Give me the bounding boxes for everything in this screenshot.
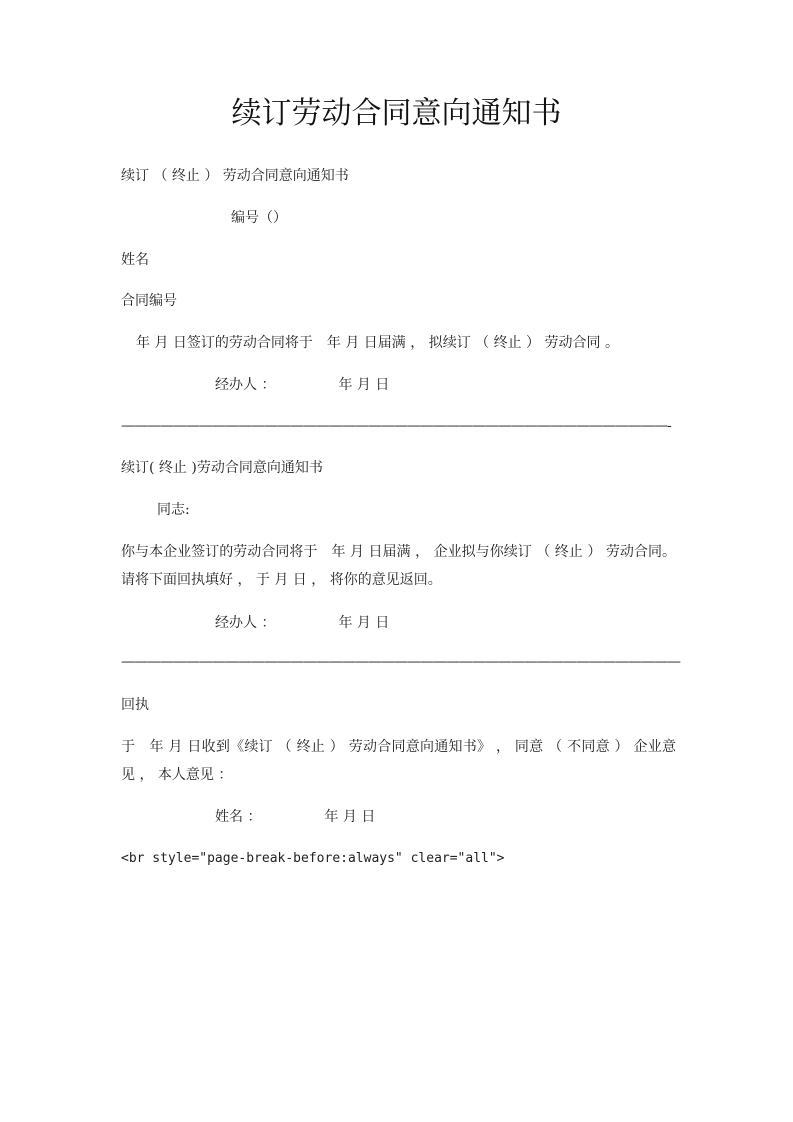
section1-body: 年 月 日签订的劳动合同将于 年 月 日届满 ， 拟续订 （ 终止 ） 劳动合同 。 [136, 335, 619, 351]
number-line: 编号（） [231, 210, 287, 226]
document-title: 续订劳动合同意向通知书 [231, 96, 562, 131]
divider-1: ——————————————————————————————————————————- [121, 418, 671, 434]
section2-signature: 经办人 ： 年 月 日 [215, 615, 390, 631]
sub-heading: 续订 （ 终止 ） 劳动合同意向通知书 [121, 168, 349, 184]
section2-heading: 续订( 终止 )劳动合同意向通知书 [121, 460, 323, 476]
receipt-signature: 姓名 ： 年 月 日 [215, 809, 376, 825]
section1-signature: 经办人 ： 年 月 日 [215, 377, 390, 393]
contract-number-label: 合同编号 [121, 293, 177, 309]
divider-2: ——————————————————————————————————————————— [121, 654, 680, 670]
receipt-heading: 回执 [121, 697, 149, 713]
receipt-body: 于 年 月 日收到《续订 （ 终止 ） 劳动合同意向通知书》 ， 同意 （ 不同意 ） 企业意见 ， 本人意见 ： [121, 739, 676, 783]
stray-markup-text: <br style="page-break-before:always" clear="all"> [121, 851, 505, 866]
name-label: 姓名 [121, 252, 149, 268]
salutation: 同志: [157, 502, 190, 518]
section2-body: 你与本企业签订的劳动合同将于 年 月 日届满 ， 企业拟与你续订 （ 终止 ） 劳动合同。请将下面回执填好 ， 于 月 日 ， 将你的意见返回。 [121, 544, 676, 588]
